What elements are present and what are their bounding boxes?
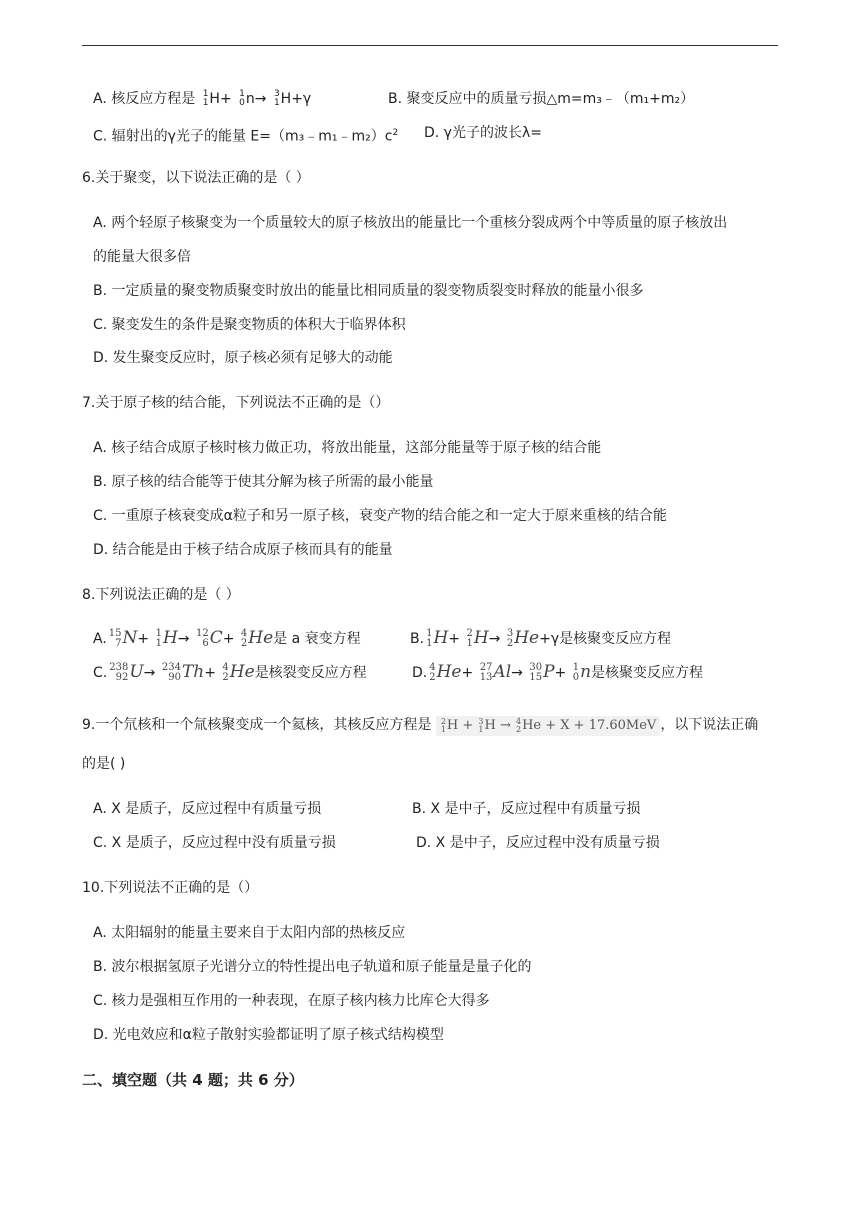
q9-equation: 2 1 H + 3 1 H → 4 2 He + X + 17.60MeV bbox=[436, 716, 661, 736]
nuclide: 3 1 bbox=[273, 89, 280, 108]
q6-option-c[interactable]: C. 聚变发生的条件是聚变物质的体积大于临界体积 bbox=[93, 317, 406, 333]
header-rule bbox=[82, 45, 778, 46]
q7-stem: 7.关于原子核的结合能，下列说法不正确的是（） bbox=[82, 395, 390, 411]
q5-option-b[interactable]: B. 聚变反应中的质量亏损△m=m₃﹣（m₁+m₂） bbox=[388, 91, 695, 107]
q6-option-b[interactable]: B. 一定质量的聚变物质聚变时放出的能量比相同质量的裂变物质裂变时释放的能量小很多 bbox=[93, 283, 644, 299]
q5-option-d[interactable]: D. γ光子的波长λ= bbox=[424, 125, 542, 141]
q8-option-d[interactable]: D. 4 2 He+ 27 13 Al→ 30 15 P+ 1 0 n是核聚变反应方程 bbox=[412, 662, 704, 683]
q10-option-c[interactable]: C. 核力是强相互作用的一种表现，在原子核内核力比库仑大得多 bbox=[93, 993, 490, 1009]
q5-option-a[interactable]: A. 核反应方程是 1 1 H+ 1 0 n→ 3 1 H+γ bbox=[93, 89, 312, 108]
section-heading: 二、填空题（共 4 题；共 6 分） bbox=[82, 1071, 304, 1089]
q6-stem: 6.关于聚变，以下说法正确的是（ ） bbox=[82, 170, 310, 186]
q9-stem-cont: 的是( ) bbox=[82, 756, 126, 772]
q8-option-c[interactable]: C. 238 92 U→ 234 90 Th+ 4 2 He是核裂变反应方程 bbox=[93, 662, 367, 683]
q7-option-b[interactable]: B. 原子核的结合能等于使其分解为核子所需的最小能量 bbox=[93, 474, 434, 490]
nuclide: 1 0 bbox=[239, 89, 245, 108]
q5-option-c[interactable]: C. 辐射出的γ光子的能量 $E=(m_3﹣m_1﹣m_2)c^2$ bbox=[93, 128, 399, 145]
q7-option-a[interactable]: A. 核子结合成原子核时核力做正功，将放出能量，这部分能量等于原子核的结合能 bbox=[93, 440, 602, 456]
q7-option-c[interactable]: C. 一重原子核衰变成α粒子和另一原子核，衰变产物的结合能之和一定大于原来重核的结合能 bbox=[93, 508, 667, 524]
q10-option-d[interactable]: D. 光电效应和α粒子散射实验都证明了原子核式结构模型 bbox=[93, 1027, 444, 1043]
q8-stem: 8.下列说法正确的是（ ） bbox=[82, 587, 240, 603]
q8-option-a[interactable]: A. 15 7 N+ 1 1 H→ 12 6 C+ 4 2 He是 a 衰变方程 bbox=[93, 628, 361, 649]
q6-option-a[interactable]: A. 两个轻原子核聚变为一个质量较大的原子核放出的能量比一个重核分裂成两个中等质量的原子核放出 bbox=[93, 215, 728, 231]
q10-stem: 10.下列说法不正确的是（） bbox=[82, 880, 259, 896]
q9-option-d[interactable]: D. X 是中子，反应过程中没有质量亏损 bbox=[416, 835, 660, 851]
q8-option-b[interactable]: B. 1 1 H+ 2 1 H→ 3 2 He+γ是核聚变反应方程 bbox=[410, 628, 672, 649]
q10-option-b[interactable]: B. 波尔根据氢原子光谱分立的特性提出电子轨道和原子能量是量子化的 bbox=[93, 959, 532, 975]
q7-option-d[interactable]: D. 结合能是由于核子结合成原子核而具有的能量 bbox=[93, 542, 393, 558]
q9-option-c[interactable]: C. X 是质子，反应过程中没有质量亏损 bbox=[93, 835, 336, 851]
q10-option-a[interactable]: A. 太阳辐射的能量主要来自于太阳内部的热核反应 bbox=[93, 925, 406, 941]
q9-stem: 9.一个氘核和一个氚核聚变成一个氦核，其核反应方程是 2 1 H + 3 1 H → 4 2 He + X + 17.60MeV ，以下说法正确 bbox=[82, 715, 758, 736]
nuclide: 1 1 bbox=[202, 89, 209, 108]
q6-option-d[interactable]: D. 发生聚变反应时，原子核必须有足够大的动能 bbox=[93, 350, 393, 366]
q9-option-b[interactable]: B. X 是中子，反应过程中有质量亏损 bbox=[412, 801, 641, 817]
q6-option-a-cont[interactable]: 的能量大很多倍 bbox=[93, 249, 191, 265]
q9-option-a[interactable]: A. X 是质子，反应过程中有质量亏损 bbox=[93, 801, 322, 817]
